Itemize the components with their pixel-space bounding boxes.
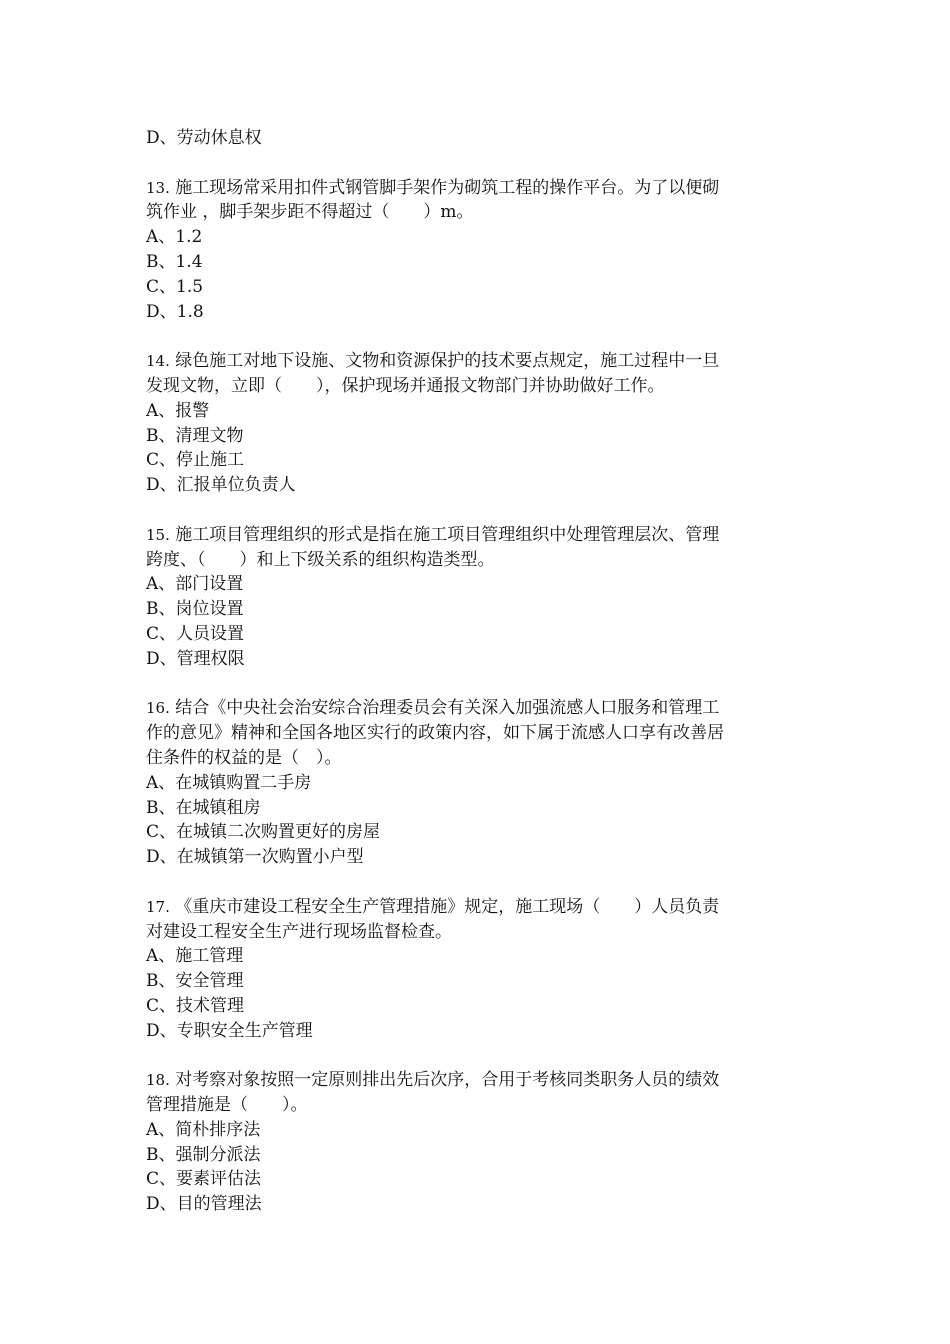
option-d: D、专职安全生产管理: [146, 1020, 313, 1041]
question-stem: 18. 对考察对象按照一定原则排出先后次序，合用于考核同类职务人员的绩效: [146, 1070, 720, 1091]
option-d: D、在城镇第一次购置小户型: [146, 847, 364, 868]
option-a: A、在城镇购置二手房: [146, 772, 312, 793]
option-d: D、劳动休息权: [146, 128, 262, 148]
option-a: A、1.2: [146, 227, 203, 248]
option-b: B、安全管理: [146, 971, 244, 992]
question-14: [146, 349, 806, 498]
option-b: B、清理文物: [146, 425, 244, 446]
question-stem-cont: 住条件的权益的是（ ）。: [146, 747, 342, 768]
question-stem-cont: 发现文物，立即（ ），保护现场并通报文物部门并协助做好工作。: [146, 375, 665, 396]
option-d: D、管理权限: [146, 648, 245, 669]
question-stem-cont: 对建设工程安全生产进行现场监督检查。: [146, 921, 452, 942]
option-b: B、1.4: [146, 251, 203, 272]
question-number: 17.: [146, 897, 170, 916]
question-stem: 13. 施工现场常采用扣件式钢管脚手架作为砌筑工程的操作平台。为了以便砌: [146, 177, 720, 198]
question-stem-cont: 管理措施是（ ）。: [146, 1095, 308, 1116]
option-a: A、部门设置: [146, 574, 244, 595]
option-b: B、岗位设置: [146, 599, 244, 620]
question-stem-cont: 跨度、（ ）和上下级关系的组织构造类型。: [146, 549, 495, 570]
question-number: 16.: [146, 699, 170, 718]
option-c: C、停止施工: [146, 450, 245, 471]
question-stem-cont: 筑作业 ，脚手架步距不得超过（ ）m。: [146, 202, 474, 223]
question-number: 14.: [146, 352, 170, 371]
option-c: C、在城镇二次购置更好的房屋: [146, 822, 381, 843]
option-d: D、目的管理法: [146, 1194, 262, 1215]
question-stem: 17. 《重庆市建设工程安全生产管理措施》规定，施工现场（ ）人员负责: [146, 896, 720, 917]
option-a: A、简朴排序法: [146, 1119, 261, 1140]
option-b: B、在城镇租房: [146, 797, 261, 818]
question-stem: 16. 结合《中央社会治安综合治理委员会有关深入加强流感人口服务和管理工: [146, 698, 720, 719]
question-17: [146, 895, 806, 1044]
question-number: 13.: [146, 178, 170, 197]
option-a: A、施工管理: [146, 946, 244, 967]
option-d: D、1.8: [146, 301, 204, 322]
question-15: [146, 523, 806, 672]
option-d: D、汇报单位负责人: [146, 475, 296, 496]
document-page: [146, 126, 806, 1217]
option-c: C、要素评估法: [146, 1169, 262, 1190]
option-c: C、1.5: [146, 276, 204, 297]
question-number: 15.: [146, 525, 170, 544]
question-stem: 14. 绿色施工对地下设施、文物和资源保护的技术要点规定，施工过程中一旦: [146, 351, 720, 372]
question-18: [146, 1068, 806, 1217]
option-b: B、强制分派法: [146, 1144, 261, 1165]
question-stem: 15. 施工项目管理组织的形式是指在施工项目管理组织中处理管理层次、管理: [146, 524, 720, 545]
question-stem-cont: 作的意见》精神和全国各地区实行的政策内容，如下属于流感人口享有改善居: [146, 723, 724, 744]
question-13: [146, 176, 806, 325]
option-c: C、人员设置: [146, 623, 245, 644]
option-a: A、报警: [146, 400, 210, 421]
question-number: 18.: [146, 1071, 170, 1090]
option-c: C、技术管理: [146, 995, 245, 1016]
question-16: [146, 696, 806, 870]
